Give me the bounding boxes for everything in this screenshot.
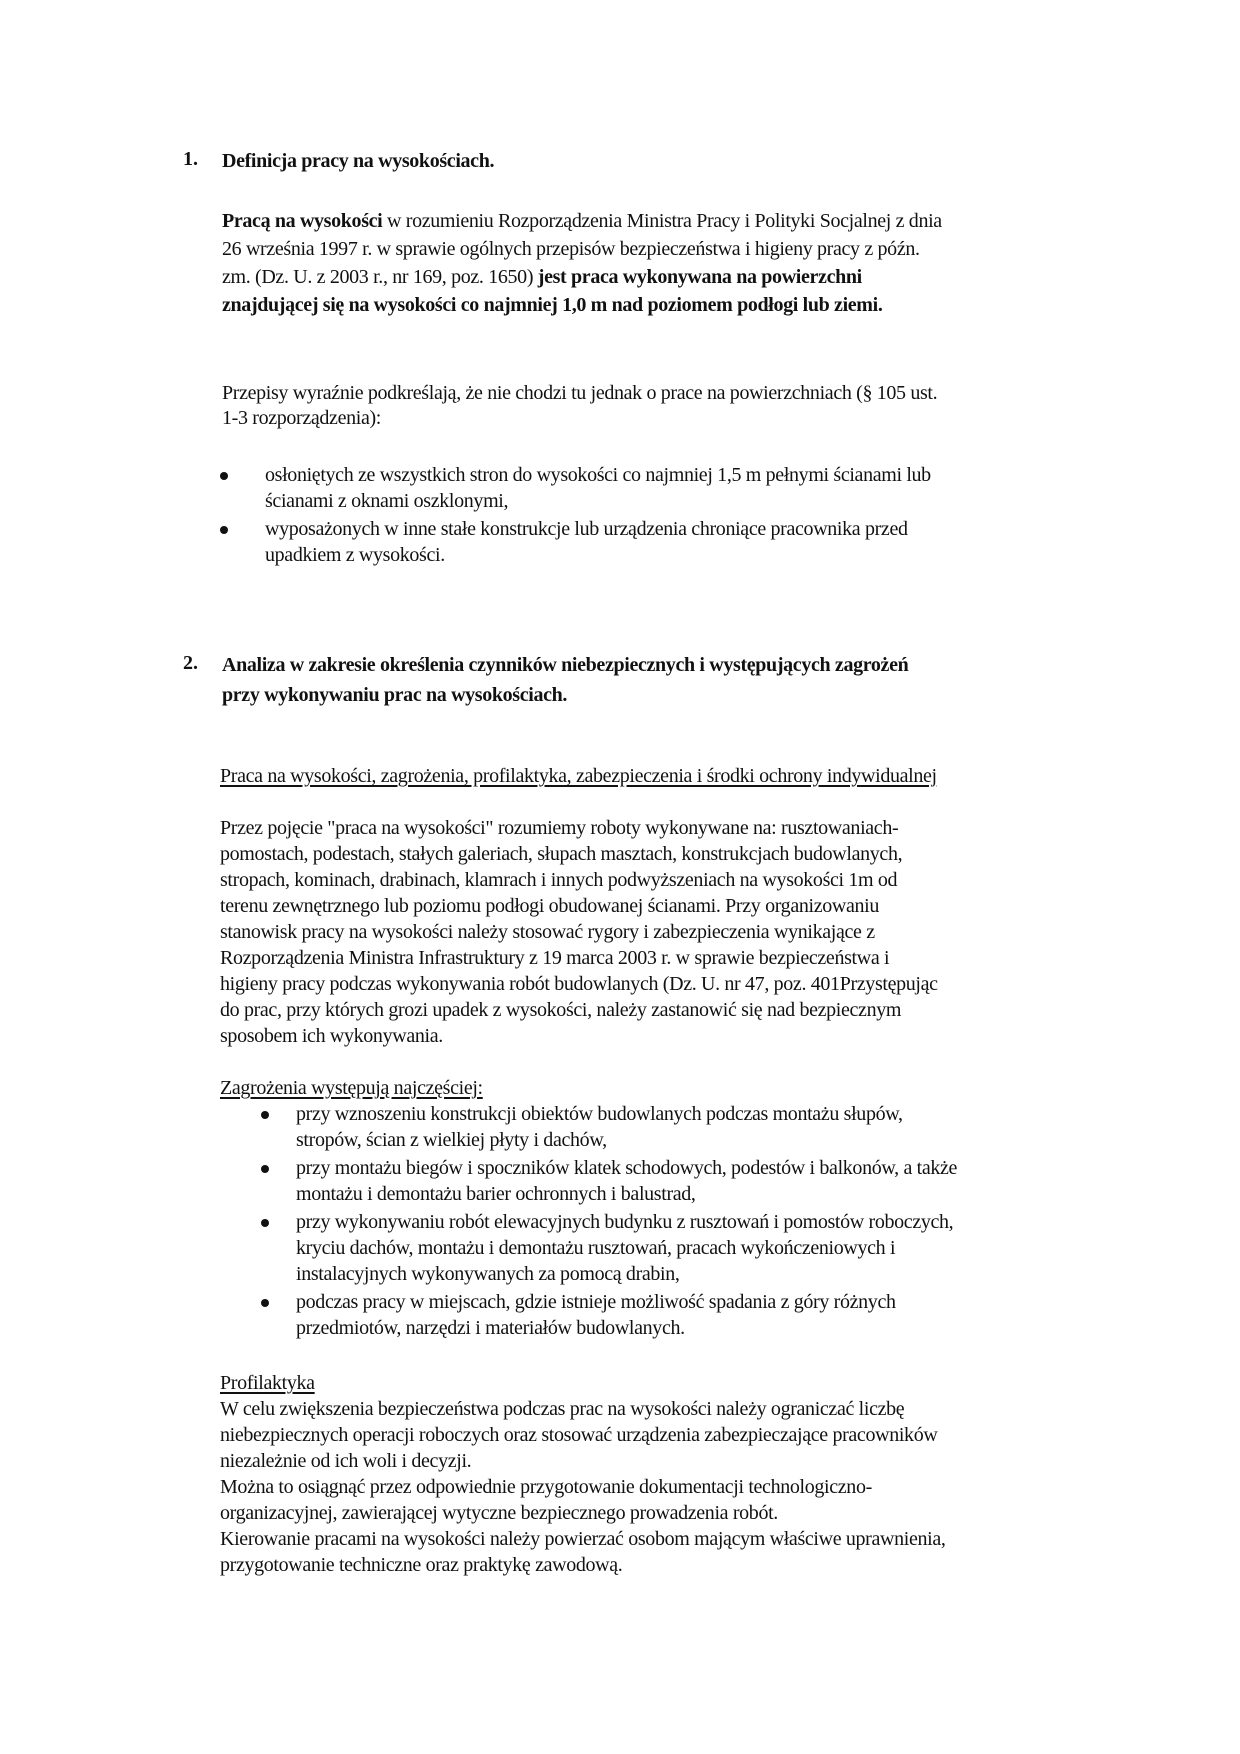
exceptions-intro-line-1: Przepisy wyraźnie podkreślają, że nie chodzi tu jednak o prace na powierzchniach (§ 105 ust. [222,382,938,404]
hazard-item-line: kryciu dachów, montażu i demontażu rusztowań, pracach wykończeniowych i [296,1237,896,1259]
intro-line: terenu zewnętrznego lub poziomu podłogi obudowanej ścianami. Przy organizowaniu [220,895,880,917]
prevention-line: Kierowanie pracami na wysokości należy powierzać osobom mającym właściwe uprawnienia, [220,1528,946,1550]
definition-term: Pracą na wysokości [222,210,383,232]
intro-line: do prac, przy których grozi upadek z wysokości, należy zastanowić się nad bezpiecznym [220,999,902,1021]
prevention-heading: Profilaktyka [220,1372,315,1394]
prevention-line: niebezpiecznych operacji roboczych oraz stosować urządzenia zabezpieczające pracowników [220,1424,938,1446]
intro-line: stanowisk pracy na wysokości należy stosować rygory i zabezpieczenia wynikające z [220,921,875,943]
hazard-item-line: montażu i demontażu barier ochronnych i balustrad, [296,1183,696,1205]
bullet-icon [261,1165,269,1173]
definition-line-2: 26 września 1997 r. w sprawie ogólnych przepisów bezpieczeństwa i higieny pracy z późn. [222,238,920,260]
section1-number: 1. [183,148,198,170]
intro-line: pomostach, podestach, stałych galeriach, słupach masztach, konstrukcjach budowlanych, [220,843,903,865]
section2-subheading: Praca na wysokości, zagrożenia, profilaktyka, zabezpieczenia i środki ochrony indywidualnej [220,765,937,787]
exceptions-intro-line-2: 1-3 rozporządzenia): [222,407,382,429]
hazard-item-line: przy wznoszeniu konstrukcji obiektów budowlanych podczas montażu słupów, [296,1103,903,1125]
hazard-item-line: przedmiotów, narzędzi i materiałów budowlanych. [296,1317,685,1339]
hazard-item-line: instalacyjnych wykonywanych za pomocą drabin, [296,1263,680,1285]
intro-line: Przez pojęcie "praca na wysokości" rozumiemy roboty wykonywane na: rusztowaniach- [220,817,899,839]
definition-line-1: Pracą na wysokości w rozumieniu Rozporządzenia Ministra Pracy i Polityki Socjalnej z dnia [222,210,942,232]
bullet-icon [261,1299,269,1307]
bullet-icon [220,472,228,480]
prevention-line: niezależnie od ich woli i decyzji. [220,1450,472,1472]
hazard-item-line: przy wykonywaniu robót elewacyjnych budynku z rusztowań i pomostów roboczych, [296,1211,954,1233]
hazards-heading: Zagrożenia występują najczęściej: [220,1077,483,1099]
definition-line-4: znajdującej się na wysokości co najmniej 1,0 m nad poziomem podłogi lub ziemi. [222,294,883,316]
bullet-icon [261,1111,269,1119]
exception-item-2-line-2: upadkiem z wysokości. [265,544,445,566]
hazard-item-line: przy montażu biegów i spoczników klatek schodowych, podestów i balkonów, a także [296,1157,958,1179]
prevention-line: organizacyjnej, zawierającej wytyczne bezpiecznego prowadzenia robót. [220,1502,778,1524]
definition-line-3: zm. (Dz. U. z 2003 r., nr 169, poz. 1650) jest praca wykonywana na powierzchni [222,266,862,288]
bullet-icon [261,1219,269,1227]
section2-title-line-2: przy wykonywaniu prac na wysokościach. [222,684,568,706]
bullet-icon [220,526,228,534]
exception-item-2-line-1: wyposażonych w inne stałe konstrukcje lub urządzenia chroniące pracownika przed [265,518,908,540]
exception-item-1-line-1: osłoniętych ze wszystkich stron do wysokości co najmniej 1,5 m pełnymi ścianami lub [265,464,931,486]
section1-title: Definicja pracy na wysokościach. [222,150,495,172]
prevention-line: W celu zwiększenia bezpieczeństwa podczas prac na wysokości należy ograniczać liczbę [220,1398,905,1420]
hazard-item-line: stropów, ścian z wielkiej płyty i dachów, [296,1129,607,1151]
intro-line: sposobem ich wykonywania. [220,1025,443,1047]
intro-line: stropach, kominach, drabinach, klamrach i innych podwyższeniach na wysokości 1m od [220,869,898,891]
exception-item-1-line-2: ścianami z oknami oszklonymi, [265,490,509,512]
prevention-line: Można to osiągnąć przez odpowiednie przygotowanie dokumentacji technologiczno- [220,1476,872,1498]
hazard-item-line: podczas pracy w miejscach, gdzie istnieje możliwość spadania z góry różnych [296,1291,896,1313]
intro-line: higieny pracy podczas wykonywania robót budowlanych (Dz. U. nr 47, poz. 401Przystępując [220,973,938,995]
section2-number: 2. [183,652,198,674]
intro-line: Rozporządzenia Ministra Infrastruktury z 19 marca 2003 r. w sprawie bezpieczeństwa i [220,947,890,969]
prevention-line: przygotowanie techniczne oraz praktykę zawodową. [220,1554,623,1576]
section2-title-line-1: Analiza w zakresie określenia czynników niebezpiecznych i występujących zagrożeń [222,654,909,676]
